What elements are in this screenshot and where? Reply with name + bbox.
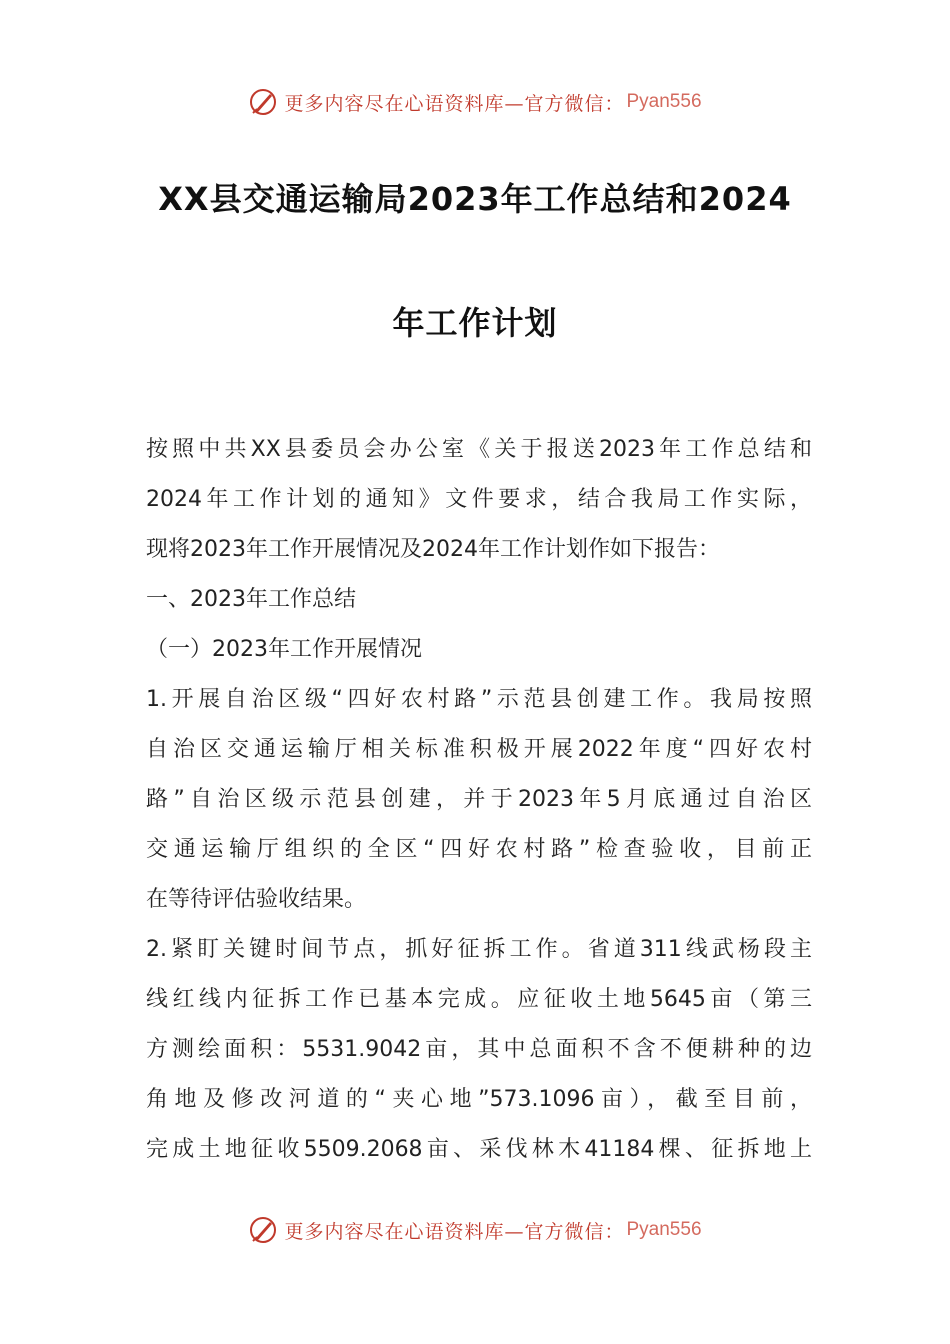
body-line: 线红线内征拆工作已基本完成。应征收土地5645亩（第三: [146, 987, 812, 1012]
subsection-heading: （一）2023年工作开展情况: [146, 637, 422, 662]
quill-logo-icon: [248, 1215, 278, 1245]
watermark-wechat-id: Pyan556: [626, 1219, 702, 1240]
watermark-wechat-id: Pyan556: [626, 91, 702, 112]
quill-logo-icon: [248, 87, 278, 117]
document-title-line-2: 年工作计划: [392, 304, 558, 342]
watermark-text: 更多内容尽在心语资料库—官方微信：: [284, 92, 625, 115]
body-line: 在等待评估验收结果。: [146, 887, 367, 912]
body-line: 按照中共XX县委员会办公室《关于报送2023年工作总结和: [146, 437, 812, 462]
body-line: 2.紧盯关键时间节点，抓好征拆工作。省道311线武杨段主: [146, 937, 812, 962]
section-heading: 一、2023年工作总结: [146, 587, 356, 612]
body-line: 方测绘面积：5531.9042亩，其中总面积不含不便耕种的边: [146, 1037, 812, 1062]
body-line: 交通运输厅组织的全区“四好农村路”检查验收，目前正: [146, 837, 812, 862]
document-body: [146, 425, 812, 1175]
body-line: 1.开展自治区级“四好农村路”示范县创建工作。我局按照: [146, 687, 812, 712]
watermark-text: 更多内容尽在心语资料库—官方微信：: [284, 1220, 625, 1243]
body-line: 路”自治区级示范县创建，并于2023年5月底通过自治区: [146, 787, 812, 812]
body-line: 2024年工作计划的通知》文件要求，结合我局工作实际，: [146, 487, 812, 512]
body-line: 现将2023年工作开展情况及2024年工作计划作如下报告：: [146, 537, 720, 562]
body-line: 角地及修改河道的“夹心地”573.1096亩），截至目前，: [146, 1087, 812, 1112]
body-line: 完成土地征收5509.2068亩、采伐林木41184棵、征拆地上: [146, 1137, 812, 1162]
body-line: 自治区交通运输厅相关标准积极开展2022年度“四好农村: [146, 737, 812, 762]
header-watermark: [0, 84, 950, 120]
footer-watermark: [0, 1212, 950, 1248]
document-title-line-1: XX县交通运输局2023年工作总结和2024: [158, 180, 792, 218]
